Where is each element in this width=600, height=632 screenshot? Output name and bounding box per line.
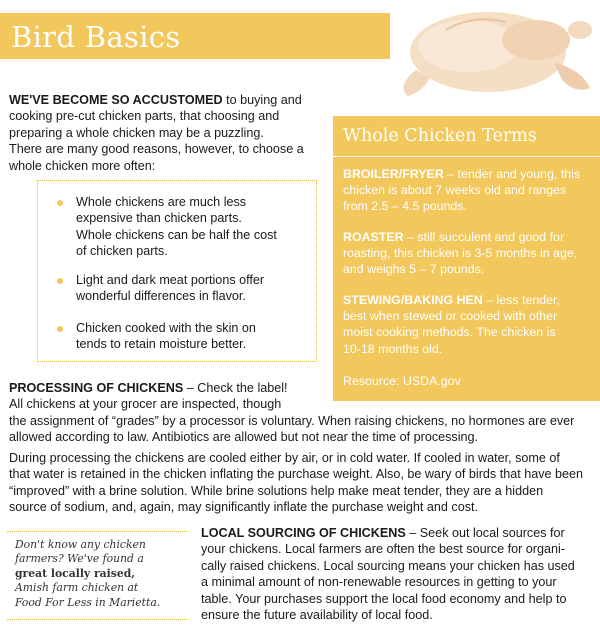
intro-line: cooking pre-cut chicken parts, that choosing and [9,109,280,124]
bullet-icon [57,200,63,206]
intro-line: There are many good reasons, however, to choose a [9,142,304,157]
side-note [7,531,187,620]
intro-line: preparing a whole chicken may be a puzzling. [9,125,264,140]
terms-title: Whole Chicken Terms [343,126,537,146]
intro-lead: WE'VE BECOME SO ACCUSTOMED [9,93,223,107]
list-item: Light and dark meat portions offer wonderful differences in flavor. [76,272,264,305]
local-sourcing-heading: LOCAL SOURCING OF CHICKENS [201,526,406,540]
intro-line: to buying and [222,93,302,107]
terms-box [333,116,600,401]
intro-paragraph [9,92,324,174]
resource-credit: Resource: USDA.gov [343,374,461,388]
reasons-box [37,180,317,362]
page-title: Bird Basics [11,20,181,54]
intro-line: whole chicken more often: [9,158,156,173]
cooling-paragraph: During processing the chickens are cooled either by air, or in cold water. If cooled in water, some of that water is retained in the chicken inflating the purchase weight. Also, be wary of birds that have been “improved” with a brine solution. While brine solutions help make meat tender, they are a hidden source of sodium, and, again, may significantly inflate the purchase weight and cost. [9,451,584,515]
divider [333,156,600,157]
bullet-icon [57,278,63,284]
list-item: Whole chickens are much less expensive than chicken parts. Whole chickens can be half the cost of chicken parts. [76,194,277,260]
processing-heading: PROCESSING OF CHICKENS [9,381,184,395]
list-item: Chicken cooked with the skin on tends to retain moisture better. [76,320,256,353]
chicken-image [376,0,600,100]
term-roaster: ROASTER – still succulent and good for roasting, this chicken is 3-5 months in age, and weighs 5 – 7 pounds. [343,230,578,277]
processing-paragraph: PROCESSING OF CHICKENS – Check the label! All chickens at your grocer are inspected, though the assignment of “grades” by a processor is voluntary. When raising chickens, no hormones are ever allowed according to law. Antibiotics are allowed but not near the time of processing. [9,381,575,445]
term-stewing-baking-hen: STEWING/BAKING HEN – less tender, best when stewed or cooked with other moist cooking methods. The chicken is 10-18 months old. [343,293,560,356]
side-note-text: Don't know any chicken farmers? We've found a great locally raised, Amish farm chicken at Food For Less in Marietta. [15,538,161,609]
bullet-icon [57,326,63,332]
term-broiler-fryer: BROILER/FRYER – tender and young, this chicken is about 7 weeks old and ranges from 2.5 – 4.5 pounds. [343,167,581,214]
local-sourcing-paragraph: LOCAL SOURCING OF CHICKENS – Seek out local sources for your chickens. Local farmers are often the best source for organi- cally raised chickens. Local sourcing means your chicken has used a minimal amount of non-renewable resources in getting to your table. Your purchases support the local food economy and help to ensure the future availability of local food. [201,526,575,623]
